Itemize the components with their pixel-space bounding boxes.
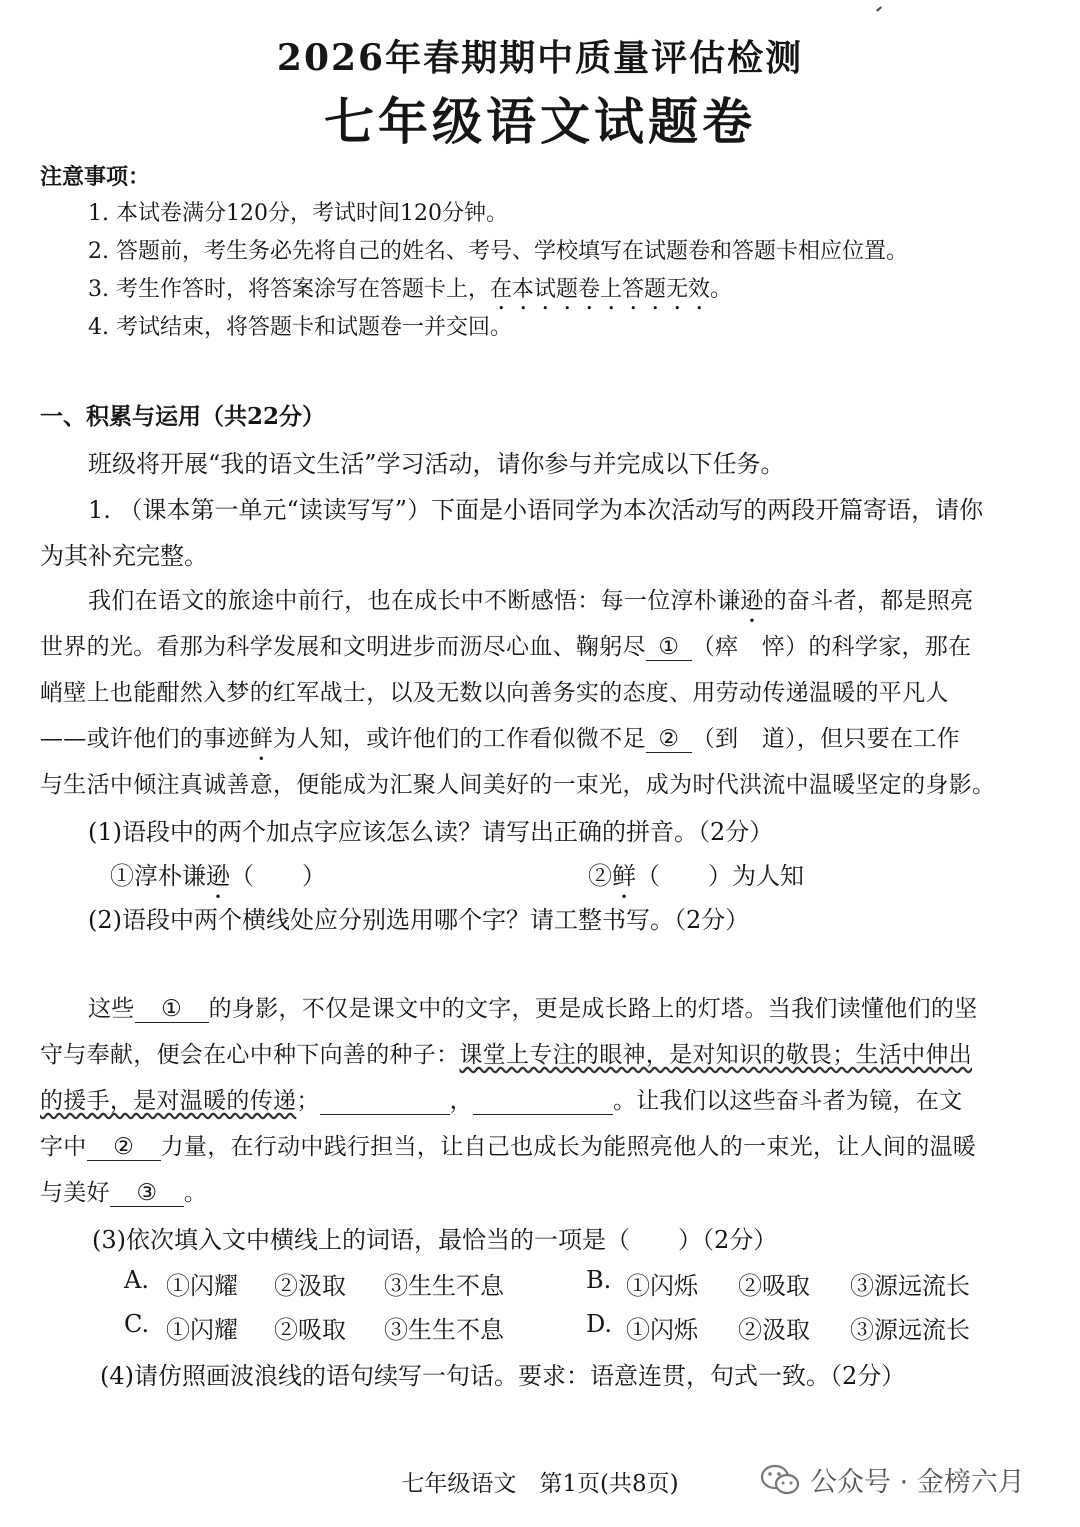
- blank-2: ②: [87, 1134, 161, 1161]
- option-a-word2: ②汲取: [274, 1272, 346, 1300]
- passage-2-line: [40, 1174, 1050, 1207]
- text: 力量，在行动中践行担当，让自己也成长为能照亮他人的一束光，让人间的温暖: [160, 1134, 977, 1160]
- passage-1-line: 峭壁上也能酣然入梦的红军战士，以及无数以向善务实的态度、用劳动传递温暖的平凡人: [40, 680, 949, 706]
- text: 我们在语文的旅途中前行，也在成长中不断感悟：每一位淳朴谦: [88, 588, 741, 614]
- question-1-stem-cont: 为其补充完整。: [40, 542, 208, 570]
- option-letter: C.: [124, 1310, 150, 1338]
- blank-1: ①: [135, 996, 209, 1023]
- text: 世界的光。看那为科学发展和文明进步而沥尽心血、鞠躬尽: [40, 634, 646, 660]
- passage-1-line: [88, 582, 1050, 628]
- exam-subtitle: 七年级语文试题卷: [324, 92, 756, 151]
- text: ，但只要在工作: [796, 726, 960, 752]
- wechat-icon: [760, 1463, 800, 1497]
- text: ——或许他们的事迹: [40, 726, 250, 752]
- text: 这些: [88, 996, 135, 1022]
- watermark: [760, 1460, 1025, 1499]
- option-c-word2: ②吸取: [274, 1316, 346, 1344]
- watermark-text: 公众号 · 金榜六月: [810, 1467, 1025, 1498]
- option-b-word1: ①闪烁: [626, 1272, 698, 1300]
- notice-heading: 注意事项：: [40, 164, 151, 190]
- option-d-word3: ③源远流长: [850, 1316, 970, 1344]
- text: 。让我们以这些奋斗者为镜，在文: [612, 1088, 963, 1114]
- text: ；: [296, 1088, 320, 1114]
- exam-title: 2026年春期期中质量评估检测: [276, 37, 804, 79]
- sub-question-2: (2)语段中两个横线处应分别选用哪个字？请工整书写。（2分）: [88, 906, 750, 934]
- option-c: [124, 1310, 149, 1338]
- notice-item: 2. 答题前，考生务必先将自己的姓名、考号、学校填写在试题卷和答题卡相应位置。: [88, 239, 908, 264]
- text: 的科学家，那在: [808, 634, 972, 660]
- text: ①淳朴谦: [110, 862, 206, 890]
- passage-1-line: 与生活中倾注真诚善意，便能成为汇聚人间美好的一束光，成为时代洪流中温暖坚定的身影。: [40, 772, 996, 798]
- passage-2-line: [88, 990, 1050, 1023]
- option-b-word3: ③源远流长: [850, 1272, 970, 1300]
- option-a-word1: ①闪耀: [166, 1272, 238, 1300]
- text: 与美好: [40, 1180, 110, 1206]
- notice-item: 1. 本试卷满分120分，考试时间120分钟。: [88, 201, 508, 226]
- option-c-word1: ①闪耀: [166, 1316, 238, 1344]
- option-letter: D.: [586, 1310, 613, 1338]
- fill-blank: [320, 1088, 450, 1115]
- text: ，: [449, 1088, 473, 1114]
- passage-2-line: [40, 1128, 1050, 1161]
- text: 为人知，或许他们的工作看似微不足: [273, 726, 646, 752]
- option-d-word1: ①闪烁: [626, 1316, 698, 1344]
- page-footer: 七年级语文 第1页(共8页): [401, 1471, 679, 1497]
- blank-1: ①: [646, 634, 692, 661]
- passage-1-line: [40, 628, 1050, 661]
- option-c-word3: ③生生不息: [384, 1316, 504, 1344]
- blank-2: ②: [646, 726, 692, 753]
- scan-mark: [876, 6, 882, 11]
- option-a: [124, 1266, 149, 1294]
- wavy-sentence: 的援手，是对温暖的传递: [40, 1088, 297, 1114]
- blank-3: ③: [110, 1180, 184, 1207]
- option-a-word3: ③生生不息: [384, 1272, 504, 1300]
- text: 的身影，不仅是课文中的文字，更是成长路上的灯塔。当我们读懂他们的坚: [208, 996, 978, 1022]
- text: （ ）为人知: [636, 862, 804, 890]
- notice-item: 4. 考试结束，将答题卡和试题卷一并交回。: [88, 315, 512, 340]
- text: 字中: [40, 1134, 87, 1160]
- char-hint: （到 道）: [691, 726, 797, 752]
- wavy-sentence: 课堂上专注的眼神，是对知识的敬畏；生活中伸出: [459, 1042, 973, 1068]
- option-d: [586, 1310, 612, 1338]
- answer-slot-b: [588, 856, 1050, 904]
- passage-2-line: [40, 1036, 1050, 1069]
- text: 。: [183, 1180, 208, 1206]
- section-intro: 班级将开展“我的语文生活”学习活动，请你参与并完成以下任务。: [88, 450, 785, 478]
- option-letter: A.: [124, 1266, 149, 1294]
- notice-item-text: 3. 考生作答时，将答案涂写在答题卡上，: [88, 277, 490, 302]
- option-b: [586, 1266, 611, 1294]
- dotted-warning: 在本试题卷上答题无效。: [490, 277, 733, 302]
- text: （ ）: [230, 862, 326, 890]
- sub-question-1: (1)语段中的两个加点字应该怎么读？请写出正确的拼音。（2分）: [88, 818, 774, 846]
- dotted-char: 鲜: [612, 862, 636, 890]
- text: 守与奉献，便会在心中种下向善的种子：: [40, 1042, 460, 1068]
- text: 的奋斗者，都是照亮: [763, 588, 974, 614]
- notice-item: [88, 272, 1050, 315]
- dotted-char: 逊: [740, 588, 764, 614]
- char-hint: （瘁 悴）: [691, 634, 809, 660]
- option-d-word2: ②汲取: [738, 1316, 810, 1344]
- dotted-char: 鲜: [249, 726, 274, 752]
- option-b-word2: ②吸取: [738, 1272, 810, 1300]
- fill-blank: [473, 1088, 613, 1115]
- passage-1-line: [40, 720, 1050, 766]
- section-heading: 一、积累与运用（共22分）: [40, 403, 326, 430]
- question-4-stem: (4)请仿照画波浪线的语句续写一句话。要求：语意连贯，句式一致。（2分）: [100, 1362, 906, 1390]
- passage-2-line: [40, 1082, 1050, 1115]
- question-1-stem: 1. （课本第一单元“读读写写”）下面是小语同学为本次活动写的两段开篇寄语，请你: [88, 496, 984, 524]
- text: ②: [588, 862, 612, 890]
- option-letter: B.: [586, 1266, 612, 1294]
- question-3-stem: (3)依次填入文中横线上的词语，最恰当的一项是（ ）（2分）: [92, 1226, 778, 1254]
- dotted-char: 逊: [206, 862, 230, 890]
